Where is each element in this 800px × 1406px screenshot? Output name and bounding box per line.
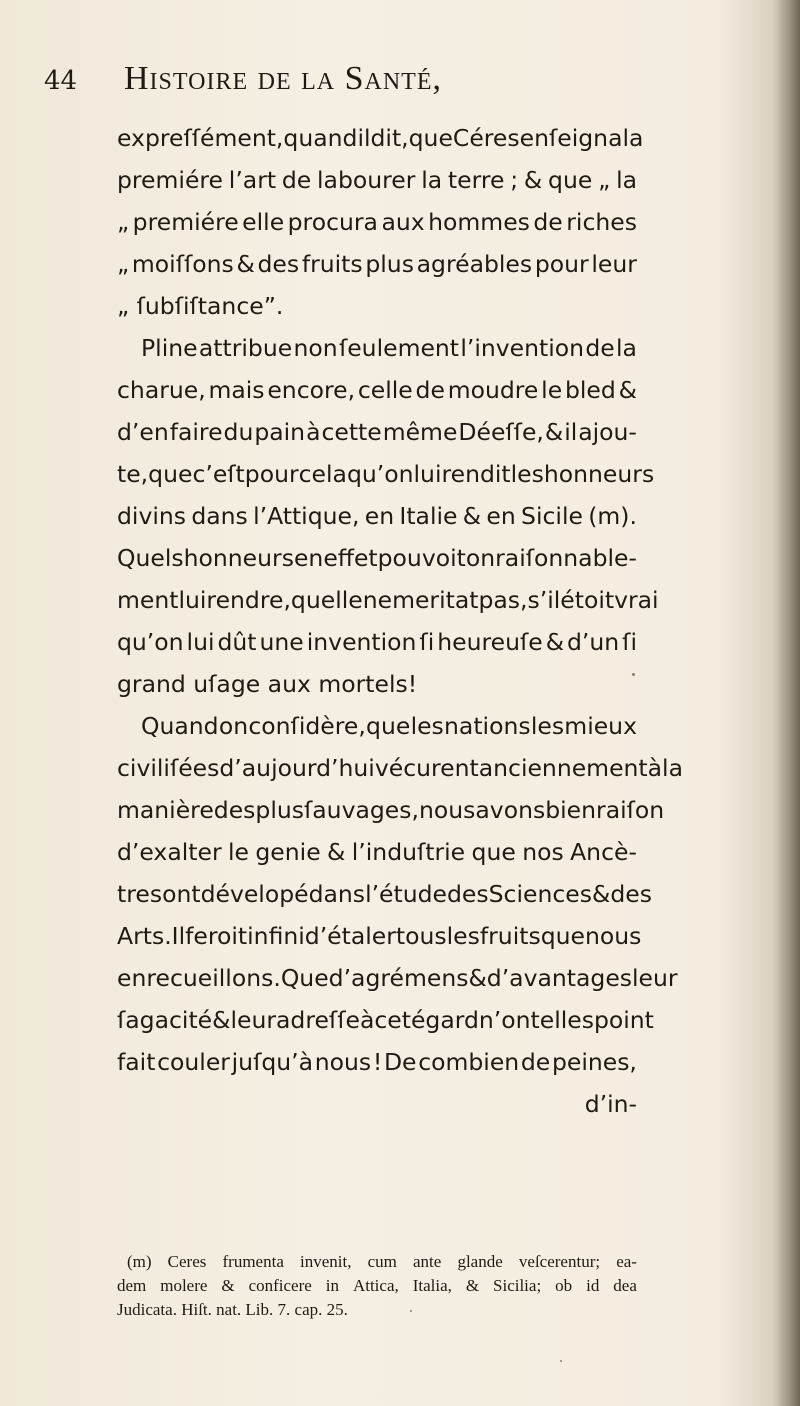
text-line: Quand on conſidère, que les nations les mieux <box>141 712 637 740</box>
text-line: „ moiſſons & des fruits plus agréables pour leur <box>117 250 637 278</box>
page-number: 44 <box>44 66 78 96</box>
text-line: ment lui rendre, quelle ne meritat pas, s’il étoit vrai <box>117 586 659 614</box>
footnote <box>117 1250 637 1322</box>
text-line: „ ſubſiſtance”. <box>117 292 284 320</box>
text-line: „ premiére elle procura aux hommes de riches <box>117 208 637 236</box>
text-line: qu’on lui dût une invention ſi heureuſe & d’un ſi <box>117 628 637 656</box>
text-line: expreſſément, quand il dit, que Céres enſeigna la <box>117 124 644 152</box>
text-line: charue, mais encore, celle de moudre le bled & <box>117 376 637 404</box>
page-gutter-shadow <box>772 0 800 1406</box>
text-line: manière des plus ſauvages, nous avons bien raiſon <box>117 796 665 824</box>
page-header <box>44 60 624 110</box>
text-line: Arts. Il feroit infini d’étaler tous les fruits que nous <box>117 922 642 950</box>
footnote-line: (m) Ceres frumenta invenit, cum ante glande veſcerentur; ea- <box>127 1252 637 1271</box>
text-line: ſagacité & leur adreſſe à cet égard n’ont elles point <box>117 1006 654 1034</box>
paper-speck <box>560 1360 562 1362</box>
text-line: premiére l’art de labourer la terre ; & que „ la <box>117 166 637 194</box>
text-line: civiliſées d’aujourd’hui vécurent anciennement à la <box>117 754 683 782</box>
text-line: tres ont dévelopé dans l’étude des Sciences & des <box>117 880 652 908</box>
text-line: Pline attribue non ſeulement l’invention de la <box>141 334 637 362</box>
paper-speck <box>410 1310 412 1312</box>
body-text <box>117 117 683 1125</box>
footnote-line: Judicata. Hiſt. nat. Lib. 7. cap. 25. <box>117 1300 348 1319</box>
text-line: grand uſage aux mortels! <box>117 670 418 698</box>
catchword: d’in- <box>584 1090 637 1118</box>
text-line: en recueillons. Que d’agrémens & d’avantages leur <box>117 964 678 992</box>
running-title: Histoire de la Santé, <box>124 60 442 97</box>
text-line: d’en faire du pain à cette même Déeſſe, & il ajou- <box>117 418 637 446</box>
text-line: te, que c’eſt pour cela qu’on lui rendit les honneurs <box>117 460 655 488</box>
footnote-line: dem molere & conficere in Attica, Italia, & Sicilia; ob id dea <box>117 1276 637 1295</box>
text-line: divins dans l’Attique, en Italie & en Sicile (m). <box>117 502 637 530</box>
text-line: d’exalter le genie & l’induſtrie que nos Ancè- <box>117 838 637 866</box>
paper-speck <box>632 673 635 676</box>
text-line: Quels honneurs en effet pouvoit on raiſonnable- <box>117 544 637 572</box>
text-line: fait couler juſqu’à nous ! De combien de peines, <box>117 1048 637 1076</box>
